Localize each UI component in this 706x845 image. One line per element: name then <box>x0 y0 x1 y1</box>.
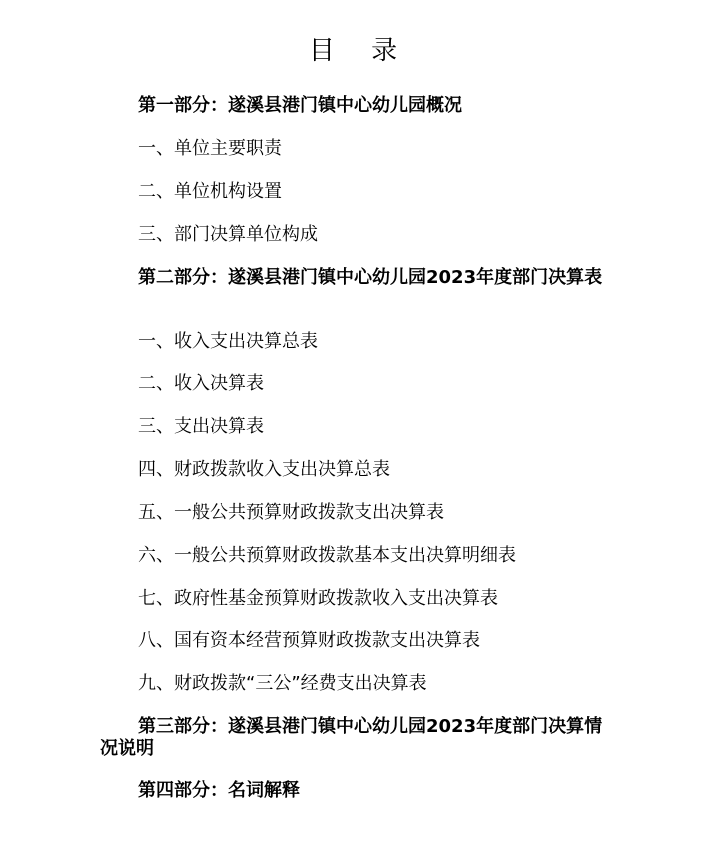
toc-part1-item-3: 三、部门决算单位构成 <box>138 224 318 245</box>
toc-part2-item-6: 六、一般公共预算财政拨款基本支出决算明细表 <box>138 545 516 566</box>
toc-part2-item-7: 七、政府性基金预算财政拨款收入支出决算表 <box>138 588 498 609</box>
toc-part2-item-2: 二、收入决算表 <box>138 373 264 394</box>
toc-part1-item-1: 一、单位主要职责 <box>138 138 282 159</box>
toc-part3-heading: 第三部分：遂溪县港门镇中心幼儿园2023年度部门决算情况说明 <box>100 716 603 759</box>
toc-part2-item-9: 九、财政拨款“三公”经费支出决算表 <box>138 673 427 694</box>
toc-part2-item-1: 一、收入支出决算总表 <box>138 331 318 352</box>
toc-part2-item-8: 八、国有资本经营预算财政拨款支出决算表 <box>138 630 480 651</box>
toc-part1-heading: 第一部分：遂溪县港门镇中心幼儿园概况 <box>138 95 462 116</box>
toc-part1-item-2: 二、单位机构设置 <box>138 181 282 202</box>
toc-part2-heading: 第二部分：遂溪县港门镇中心幼儿园2023年度部门决算表 <box>138 267 603 288</box>
toc-part2-item-4: 四、财政拨款收入支出决算总表 <box>138 459 390 480</box>
toc-title: 目 录 <box>308 36 412 66</box>
toc-part2-item-5: 五、一般公共预算财政拨款支出决算表 <box>138 502 444 523</box>
toc-part2-item-3: 三、支出决算表 <box>138 416 264 437</box>
toc-part4-heading: 第四部分：名词解释 <box>138 780 300 801</box>
